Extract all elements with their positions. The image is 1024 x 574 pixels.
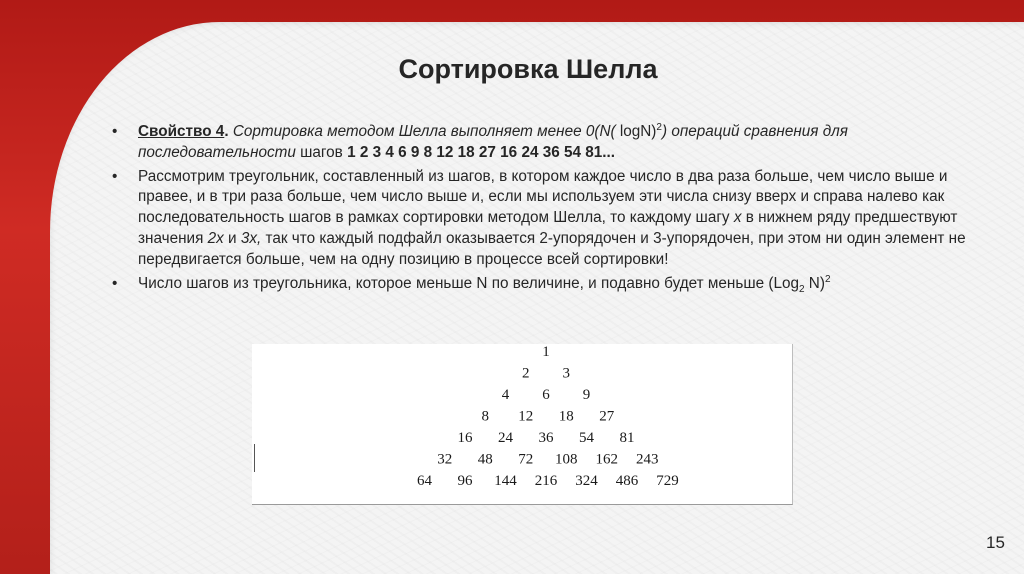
- italic-text: x: [733, 209, 742, 227]
- bullet-marker: •: [112, 123, 118, 140]
- triangle-cell: 81: [619, 430, 635, 446]
- triangle-cell: 486: [615, 473, 639, 489]
- text-fragment: logN): [619, 123, 657, 140]
- triangle-cell: 8: [481, 408, 489, 425]
- italic-text: ) операций сравнения для последовательности: [138, 123, 848, 161]
- text-fragment: так что каждый подфайл оказывается 2-упорядочен и 3-упорядочен, при этом ни один элемент не передвигается больше, чем на одну позицию в процессе всей сортировки!: [138, 229, 966, 268]
- triangle-cell: 12: [518, 408, 534, 425]
- triangle-cell: 9: [582, 387, 591, 403]
- text-fragment: шагов: [295, 143, 348, 161]
- triangle-cell: 27: [599, 408, 615, 425]
- number-triangle: [252, 344, 792, 504]
- bullet-marker: •: [112, 274, 118, 292]
- step-sequence: 1 2 3 4 6 9 8 12 18 27 16 24 36 54 81...: [347, 143, 615, 161]
- triangle-cell: 729: [656, 473, 679, 489]
- triangle-cell: 24: [498, 430, 513, 446]
- bullet-list: [112, 122, 992, 297]
- triangle-cell: 64: [417, 473, 432, 489]
- bullet-triangle-description: [112, 167, 992, 271]
- triangle-cell: 108: [555, 451, 578, 468]
- superscript: 2: [656, 121, 662, 133]
- triangle-cell: 54: [579, 430, 594, 446]
- triangle-cell: 36: [538, 430, 554, 446]
- subscript: 2: [799, 283, 805, 295]
- text-fragment: Рассмотрим треугольник, составленный из шагов, в котором каждое число в два раза больше, чем число выше и правее, и в три раза больше, чем число выше и, если мы используем эти числа снизу вверх и справа налево как последовательность шагов в рамках сортировки методом Шелла, то каждому шагу: [138, 167, 948, 227]
- triangle-cell: 216: [534, 473, 558, 489]
- bullet-step-count: [112, 274, 992, 295]
- text-fragment: и: [223, 229, 241, 247]
- triangle-cell: 48: [477, 451, 493, 468]
- triangle-cell: 162: [595, 451, 618, 468]
- text-fragment: Число шагов из треугольника, которое меньше N по величине, и подавно будет меньше (Log: [138, 274, 799, 292]
- triangle-cell: 2: [522, 365, 530, 382]
- triangle-cell: 144: [494, 473, 517, 489]
- italic-text: 3x,: [240, 229, 262, 247]
- number-triangle-figure: [252, 344, 793, 505]
- triangle-cell: 243: [636, 451, 659, 468]
- property-label: Свойство 4: [138, 123, 225, 140]
- superscript: 2: [824, 273, 831, 285]
- triangle-cell: 324: [575, 473, 598, 489]
- text-fragment: N): [804, 274, 825, 292]
- slide-title: Сортировка Шелла: [398, 54, 658, 84]
- triangle-cell: 1: [542, 344, 550, 360]
- text-fragment: .: [224, 123, 233, 140]
- triangle-cell: 3: [562, 365, 570, 382]
- bullet-property-4: [112, 122, 992, 164]
- triangle-cell: 4: [501, 387, 510, 403]
- triangle-cell: 96: [457, 473, 473, 489]
- bullet-marker: •: [112, 167, 118, 185]
- italic-text: Сортировка методом Шелла выполняет менее 0(N(: [232, 123, 620, 140]
- triangle-cell: 72: [518, 451, 534, 468]
- text-fragment: в нижнем ряду предшествуют значения: [138, 209, 958, 247]
- italic-text: 2x: [207, 229, 224, 247]
- page-number: 15: [986, 533, 1005, 552]
- triangle-cell: 32: [437, 451, 453, 468]
- triangle-cell: 6: [542, 387, 550, 403]
- triangle-cell: 16: [457, 430, 473, 446]
- triangle-cell: 18: [558, 408, 574, 425]
